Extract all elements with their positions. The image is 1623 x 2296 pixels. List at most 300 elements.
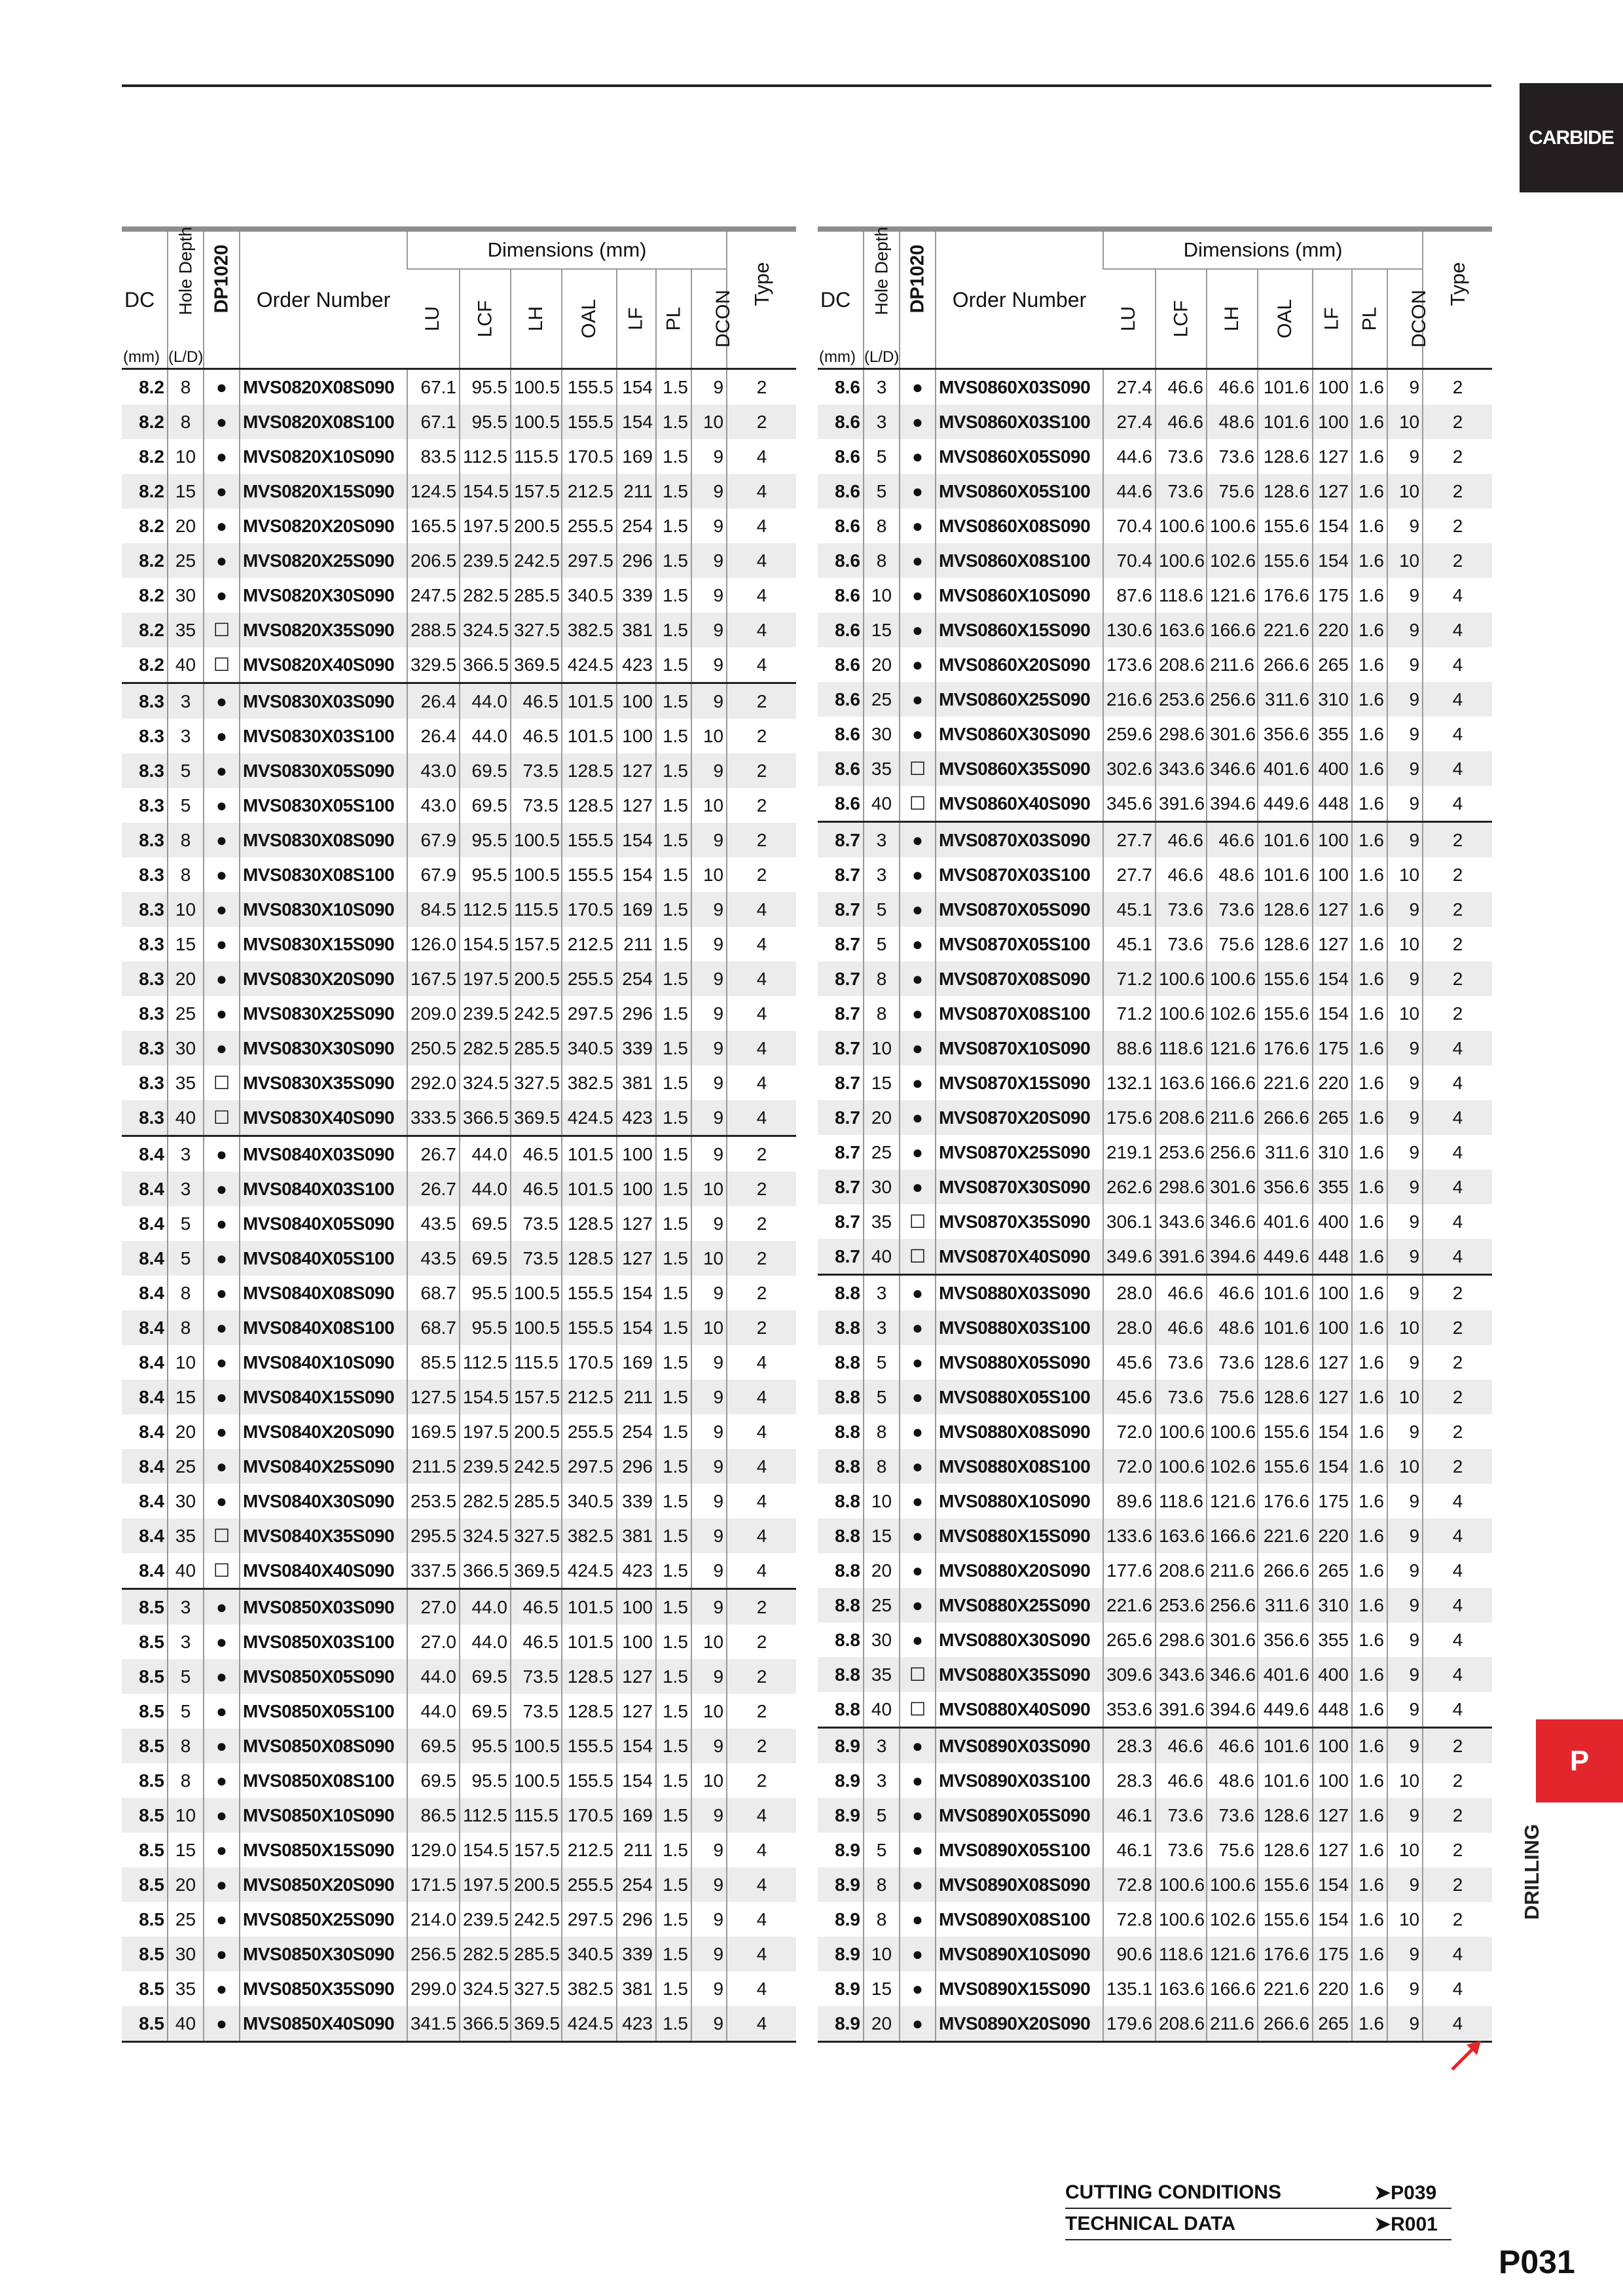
grade-availability-cell: ● <box>900 1588 936 1623</box>
lu-cell: 169.5 <box>407 1414 460 1449</box>
pl-cell: 1.6 <box>1352 1937 1387 1971</box>
oal-cell: 128.5 <box>562 1659 617 1694</box>
oal-cell: 155.6 <box>1258 509 1313 543</box>
lf-cell: 355 <box>1313 1623 1352 1657</box>
lf-cell: 154 <box>1313 543 1352 578</box>
lh-cell: 100.6 <box>1207 961 1258 996</box>
dcon-cell: 10 <box>1387 474 1423 509</box>
pl-cell: 1.6 <box>1352 509 1387 543</box>
lh-cell: 73.5 <box>511 1694 562 1729</box>
table-row <box>818 1066 1492 1100</box>
grade-availability-cell: ● <box>204 1241 240 1276</box>
oal-cell: 101.5 <box>562 1589 617 1625</box>
grade-availability-cell: ● <box>204 1624 240 1659</box>
hole-depth-cell: 10 <box>168 439 204 474</box>
oal-cell: 424.5 <box>562 1553 617 1589</box>
pl-cell: 1.5 <box>656 474 691 509</box>
lf-cell: 448 <box>1313 1239 1352 1275</box>
table-row <box>122 1345 796 1380</box>
table-row <box>818 1345 1492 1380</box>
dcon-cell: 9 <box>691 647 727 683</box>
lcf-header: LCF <box>460 269 511 369</box>
lh-cell: 166.6 <box>1207 1066 1258 1100</box>
technical-data-label[interactable]: TECHNICAL DATA <box>1065 2213 1235 2234</box>
dcon-cell: 9 <box>691 613 727 647</box>
oal-cell: 176.6 <box>1258 1031 1313 1066</box>
lcf-cell: 324.5 <box>460 1066 511 1100</box>
lf-cell: 310 <box>1313 1588 1352 1623</box>
dc-cell: 8.5 <box>139 1839 164 1860</box>
pl-cell: 1.5 <box>656 1414 691 1449</box>
lf-cell: 400 <box>1313 1657 1352 1692</box>
table-row <box>122 857 796 892</box>
lcf-cell: 366.5 <box>460 647 511 683</box>
lh-cell: 73.6 <box>1207 892 1258 927</box>
table-row <box>818 751 1492 786</box>
lf-cell: 127 <box>617 1659 656 1694</box>
table-row <box>122 1066 796 1100</box>
order-number-cell: MVS0870X08S100 <box>936 996 1103 1031</box>
lu-cell: 126.0 <box>407 927 460 961</box>
type-cell: 4 <box>727 1518 796 1553</box>
lf-cell: 211 <box>617 1833 656 1867</box>
dcon-header: DCON <box>1387 269 1423 369</box>
grade-availability-cell: ● <box>204 823 240 857</box>
type-cell: 4 <box>1423 1971 1492 2006</box>
lu-cell: 27.4 <box>1103 369 1156 405</box>
order-number-cell: MVS0890X05S090 <box>936 1798 1103 1833</box>
table-row <box>818 717 1492 751</box>
grade-availability-cell: ● <box>204 927 240 961</box>
grade-availability-cell: ● <box>204 1729 240 1763</box>
hole-depth-cell: 3 <box>864 369 900 405</box>
cutting-conditions-ref[interactable]: ➤P039 <box>1374 2182 1437 2204</box>
order-number-cell: MVS0850X40S090 <box>240 2006 407 2042</box>
dcon-cell: 9 <box>1387 1066 1423 1100</box>
lcf-cell: 298.6 <box>1156 717 1207 751</box>
pl-cell: 1.5 <box>656 788 691 823</box>
pl-cell: 1.5 <box>656 857 691 892</box>
lh-cell: 369.5 <box>511 1100 562 1136</box>
order-number-cell: MVS0850X05S100 <box>240 1694 407 1729</box>
type-cell: 4 <box>1423 613 1492 647</box>
dc-cell: 8.4 <box>122 1310 168 1345</box>
lf-cell: 175 <box>1313 1484 1352 1518</box>
oal-cell: 382.5 <box>562 1066 617 1100</box>
lcf-cell: 46.6 <box>1156 1310 1207 1345</box>
dcon-cell: 10 <box>1387 927 1423 961</box>
order-number-cell: MVS0830X40S090 <box>240 1100 407 1136</box>
type-cell: 4 <box>727 1902 796 1937</box>
pl-cell: 1.6 <box>1352 682 1387 717</box>
table-row <box>122 1902 796 1937</box>
type-header: Type <box>1423 229 1492 369</box>
lf-cell: 127 <box>617 788 656 823</box>
oal-cell: 255.5 <box>562 1867 617 1902</box>
lf-cell: 355 <box>1313 717 1352 751</box>
table-row <box>818 369 1492 405</box>
oal-cell: 221.6 <box>1258 613 1313 647</box>
cutting-conditions-label[interactable]: CUTTING CONDITIONS <box>1065 2181 1281 2203</box>
order-number-cell: MVS0860X08S090 <box>936 509 1103 543</box>
dc-cell: 8.8 <box>818 1275 864 1311</box>
oal-header: OAL <box>1258 269 1313 369</box>
table-row <box>122 613 796 647</box>
lf-cell: 400 <box>1313 751 1352 786</box>
lu-cell: 83.5 <box>407 439 460 474</box>
lu-cell: 309.6 <box>1103 1657 1156 1692</box>
order-number-cell: MVS0820X35S090 <box>240 613 407 647</box>
type-cell: 4 <box>727 1484 796 1518</box>
dcon-cell: 9 <box>1387 717 1423 751</box>
dcon-cell: 9 <box>1387 1798 1423 1833</box>
grade-availability-cell: ● <box>900 369 936 405</box>
pl-cell: 1.6 <box>1352 996 1387 1031</box>
table-row <box>122 1867 796 1902</box>
grade-availability-cell: ● <box>900 439 936 474</box>
hole-depth-cell: 40 <box>168 1100 204 1136</box>
lf-cell: 154 <box>617 1729 656 1763</box>
dc-cell: 8.6 <box>835 723 860 744</box>
grade-availability-cell: ● <box>204 1659 240 1694</box>
hole-depth-cell: 5 <box>864 927 900 961</box>
table-row <box>122 474 796 509</box>
lh-cell: 327.5 <box>511 613 562 647</box>
lf-cell: 296 <box>617 543 656 578</box>
lf-cell: 254 <box>617 1414 656 1449</box>
dc-cell: 8.9 <box>818 1937 864 1971</box>
lu-cell: 206.5 <box>407 543 460 578</box>
lh-cell: 46.5 <box>511 1624 562 1659</box>
grade-availability-cell: ● <box>204 719 240 753</box>
hole-depth-cell: 40 <box>864 786 900 822</box>
lu-cell: 250.5 <box>407 1031 460 1066</box>
lcf-cell: 73.6 <box>1156 892 1207 927</box>
type-cell: 4 <box>1423 1031 1492 1066</box>
hole-depth-cell: 40 <box>168 647 204 683</box>
table-row <box>818 1239 1492 1275</box>
oal-cell: 266.6 <box>1258 1553 1313 1588</box>
dc-cell: 8.6 <box>818 543 864 578</box>
pl-cell: 1.5 <box>656 509 691 543</box>
lcf-cell: 69.5 <box>460 1659 511 1694</box>
table-row <box>818 857 1492 892</box>
dcon-cell: 9 <box>691 578 727 613</box>
type-cell: 2 <box>727 1241 796 1276</box>
table-row <box>122 753 796 788</box>
lcf-cell: 282.5 <box>460 1937 511 1971</box>
lf-cell: 154 <box>617 404 656 439</box>
dc-cell: 8.8 <box>835 1352 860 1372</box>
table-row <box>122 996 796 1031</box>
pl-cell: 1.6 <box>1352 1902 1387 1937</box>
hole-depth-cell: 30 <box>168 1484 204 1518</box>
lf-cell: 254 <box>617 961 656 996</box>
grade-availability-cell: ● <box>204 1345 240 1380</box>
lf-cell: 100 <box>617 1172 656 1206</box>
grade-availability-cell: ● <box>900 1971 936 2006</box>
lcf-cell: 391.6 <box>1156 786 1207 822</box>
lf-cell: 100 <box>617 1589 656 1625</box>
lf-cell: 220 <box>1313 613 1352 647</box>
order-number-cell: MVS0860X40S090 <box>936 786 1103 822</box>
dc-header: DC (mm) <box>122 229 168 369</box>
pl-cell: 1.6 <box>1352 717 1387 751</box>
dc-cell: 8.6 <box>818 751 864 786</box>
table-row <box>122 1100 796 1136</box>
lcf-cell: 118.6 <box>1156 1484 1207 1518</box>
dcon-cell: 9 <box>691 1971 727 2006</box>
oal-cell: 266.6 <box>1258 647 1313 682</box>
grade-availability-cell: ● <box>204 857 240 892</box>
dc-cell: 8.7 <box>818 961 864 996</box>
table-row <box>122 1729 796 1763</box>
oal-cell: 176.6 <box>1258 1484 1313 1518</box>
grade-availability-cell: ● <box>204 1694 240 1729</box>
hole-depth-cell: 25 <box>864 1135 900 1170</box>
type-cell: 4 <box>727 439 796 474</box>
order-number-cell: MVS0880X03S090 <box>936 1275 1103 1311</box>
order-number-cell: MVS0870X40S090 <box>936 1239 1103 1275</box>
hole-depth-cell: 8 <box>864 1902 900 1937</box>
lh-cell: 166.6 <box>1207 613 1258 647</box>
hole-depth-cell: 40 <box>864 1692 900 1728</box>
type-cell: 2 <box>727 404 796 439</box>
type-cell: 4 <box>1423 1135 1492 1170</box>
dc-cell: 8.9 <box>835 1909 860 1929</box>
table-row <box>122 719 796 753</box>
grade-availability-cell: ● <box>900 1728 936 1764</box>
lh-cell: 121.6 <box>1207 1937 1258 1971</box>
dc-cell: 8.3 <box>139 725 164 746</box>
dcon-cell: 9 <box>691 1449 727 1484</box>
hole-depth-cell: 5 <box>864 1833 900 1867</box>
technical-data-ref[interactable]: ➤R001 <box>1374 2214 1438 2235</box>
pl-cell: 1.6 <box>1352 857 1387 892</box>
dc-cell: 8.9 <box>818 2006 864 2042</box>
dcon-cell: 10 <box>1387 1310 1423 1345</box>
lcf-cell: 44.0 <box>460 683 511 719</box>
lh-cell: 75.6 <box>1207 927 1258 961</box>
pl-cell: 1.6 <box>1352 578 1387 613</box>
hole-depth-cell: 8 <box>864 1867 900 1902</box>
pl-cell: 1.5 <box>656 369 691 405</box>
lf-cell: 127 <box>1313 1380 1352 1414</box>
grade-availability-cell: ● <box>204 1136 240 1172</box>
type-cell: 4 <box>1423 1100 1492 1135</box>
lu-cell: 129.0 <box>407 1833 460 1867</box>
dc-cell: 8.8 <box>818 1657 864 1692</box>
order-number-cell: MVS0880X08S090 <box>936 1414 1103 1449</box>
lh-cell: 102.6 <box>1207 996 1258 1031</box>
grade-availability-cell: ● <box>900 1833 936 1867</box>
dc-cell: 8.7 <box>835 1003 860 1024</box>
hole-depth-cell: 20 <box>168 1414 204 1449</box>
type-cell: 2 <box>727 1172 796 1206</box>
lf-cell: 127 <box>1313 474 1352 509</box>
lu-cell: 333.5 <box>407 1100 460 1136</box>
lf-cell: 381 <box>617 1518 656 1553</box>
pl-header: PL <box>656 269 691 369</box>
lu-cell: 72.0 <box>1103 1449 1156 1484</box>
lcf-cell: 100.6 <box>1156 996 1207 1031</box>
lf-cell: 127 <box>1313 892 1352 927</box>
grade-availability-cell: ● <box>204 439 240 474</box>
table-row <box>122 1241 796 1276</box>
lf-cell: 127 <box>1313 1345 1352 1380</box>
hole-depth-cell: 10 <box>168 1798 204 1833</box>
oal-cell: 424.5 <box>562 1100 617 1136</box>
lh-cell: 75.6 <box>1207 474 1258 509</box>
table-row <box>122 823 796 857</box>
order-number-cell: MVS0830X03S090 <box>240 683 407 719</box>
order-number-cell: MVS0840X03S090 <box>240 1136 407 1172</box>
lcf-cell: 95.5 <box>460 1763 511 1798</box>
order-number-cell: MVS0870X20S090 <box>936 1100 1103 1135</box>
type-cell: 4 <box>1423 682 1492 717</box>
lh-cell: 369.5 <box>511 1553 562 1589</box>
lh-cell: 73.5 <box>511 1659 562 1694</box>
type-cell: 2 <box>727 1624 796 1659</box>
table-row <box>122 1172 796 1206</box>
hole-depth-cell: 25 <box>168 1902 204 1937</box>
lu-cell: 84.5 <box>407 892 460 927</box>
dcon-cell: 9 <box>691 2006 727 2042</box>
lu-cell: 124.5 <box>407 474 460 509</box>
oal-cell: 155.5 <box>562 369 617 405</box>
grade-availability-cell: ● <box>204 1449 240 1484</box>
oal-cell: 155.6 <box>1258 543 1313 578</box>
lh-cell: 115.5 <box>511 1345 562 1380</box>
lu-cell: 71.2 <box>1103 961 1156 996</box>
dc-cell: 8.3 <box>122 1031 168 1066</box>
lf-cell: 448 <box>1313 786 1352 822</box>
pl-cell: 1.5 <box>656 439 691 474</box>
dcon-cell: 9 <box>691 1518 727 1553</box>
pl-cell: 1.6 <box>1352 1275 1387 1311</box>
pl-cell: 1.6 <box>1352 1657 1387 1692</box>
order-number-cell: MVS0880X10S090 <box>936 1484 1103 1518</box>
oal-cell: 356.6 <box>1258 1623 1313 1657</box>
oal-cell: 155.6 <box>1258 1449 1313 1484</box>
oal-cell: 128.5 <box>562 1694 617 1729</box>
hole-depth-cell: 25 <box>168 1449 204 1484</box>
lcf-cell: 118.6 <box>1156 1937 1207 1971</box>
lcf-cell: 324.5 <box>460 1518 511 1553</box>
type-cell: 2 <box>1423 1902 1492 1937</box>
pl-cell: 1.5 <box>656 2006 691 2042</box>
lu-cell: 209.0 <box>407 996 460 1031</box>
grade-availability-cell: ● <box>204 1867 240 1902</box>
lu-cell: 175.6 <box>1103 1100 1156 1135</box>
lu-cell: 46.1 <box>1103 1833 1156 1867</box>
type-cell: 4 <box>727 1798 796 1833</box>
lu-cell: 127.5 <box>407 1380 460 1414</box>
type-cell: 2 <box>1423 961 1492 996</box>
grade-availability-cell: ● <box>900 1937 936 1971</box>
grade-availability-cell: ☐ <box>900 1239 936 1275</box>
table-row <box>122 961 796 996</box>
dc-cell: 8.2 <box>122 474 168 509</box>
lh-cell: 73.6 <box>1207 1345 1258 1380</box>
hole-depth-cell: 20 <box>864 647 900 682</box>
pl-cell: 1.6 <box>1352 1449 1387 1484</box>
hole-depth-cell: 5 <box>168 1659 204 1694</box>
lcf-cell: 197.5 <box>460 961 511 996</box>
dc-cell: 8.3 <box>139 1072 164 1093</box>
grade-availability-cell: ● <box>204 1172 240 1206</box>
pl-cell: 1.5 <box>656 927 691 961</box>
oal-cell: 311.6 <box>1258 1135 1313 1170</box>
pl-cell: 1.6 <box>1352 404 1387 439</box>
dc-cell: 8.8 <box>818 1588 864 1623</box>
dcon-cell: 9 <box>691 1380 727 1414</box>
lh-cell: 157.5 <box>511 474 562 509</box>
dc-cell: 8.8 <box>835 1421 860 1442</box>
dcon-cell: 9 <box>1387 961 1423 996</box>
order-number-cell: MVS0850X35S090 <box>240 1971 407 2006</box>
lu-cell: 69.5 <box>407 1729 460 1763</box>
hole-depth-cell: 3 <box>864 1728 900 1764</box>
lf-cell: 100 <box>617 683 656 719</box>
pl-cell: 1.6 <box>1352 1728 1387 1764</box>
hole-depth-cell: 30 <box>864 717 900 751</box>
dc-cell: 8.3 <box>139 864 164 885</box>
lu-cell: 72.0 <box>1103 1414 1156 1449</box>
grade-availability-cell: ☐ <box>204 613 240 647</box>
lu-cell: 341.5 <box>407 2006 460 2042</box>
lu-cell: 349.6 <box>1103 1239 1156 1275</box>
dc-cell: 8.2 <box>139 376 164 397</box>
hole-depth-header: Hole Depth (L/D) <box>864 229 900 369</box>
dimensions-header: Dimensions (mm) <box>1103 229 1423 269</box>
order-number-cell: MVS0890X15S090 <box>936 1971 1103 2006</box>
lu-cell: 292.0 <box>407 1066 460 1100</box>
order-number-cell: MVS0870X05S100 <box>936 927 1103 961</box>
hole-depth-cell: 15 <box>168 474 204 509</box>
lcf-cell: 391.6 <box>1156 1692 1207 1728</box>
hole-depth-cell: 15 <box>864 613 900 647</box>
type-cell: 4 <box>727 1867 796 1902</box>
lu-cell: 89.6 <box>1103 1484 1156 1518</box>
hole-depth-cell: 5 <box>168 753 204 788</box>
lf-header: LF <box>617 269 656 369</box>
table-row <box>122 1449 796 1484</box>
hole-depth-cell: 8 <box>864 961 900 996</box>
dcon-cell: 9 <box>1387 1135 1423 1170</box>
type-cell: 4 <box>727 1833 796 1867</box>
lcf-cell: 46.6 <box>1156 404 1207 439</box>
pl-cell: 1.5 <box>656 1241 691 1276</box>
dc-cell: 8.9 <box>835 1770 860 1791</box>
lf-cell: 169 <box>617 1798 656 1833</box>
lu-cell: 299.0 <box>407 1971 460 2006</box>
dcon-cell: 9 <box>1387 1484 1423 1518</box>
dcon-cell: 10 <box>1387 1763 1423 1798</box>
dc-cell: 8.2 <box>122 543 168 578</box>
order-number-cell: MVS0880X40S090 <box>936 1692 1103 1728</box>
oal-cell: 382.5 <box>562 1518 617 1553</box>
type-cell: 4 <box>727 613 796 647</box>
lh-cell: 200.5 <box>511 961 562 996</box>
lh-cell: 46.6 <box>1207 1728 1258 1764</box>
table-row <box>122 1624 796 1659</box>
order-number-cell: MVS0840X08S100 <box>240 1310 407 1345</box>
lcf-cell: 46.6 <box>1156 857 1207 892</box>
lu-cell: 167.5 <box>407 961 460 996</box>
lu-cell: 219.1 <box>1103 1135 1156 1170</box>
dcon-cell: 10 <box>1387 404 1423 439</box>
